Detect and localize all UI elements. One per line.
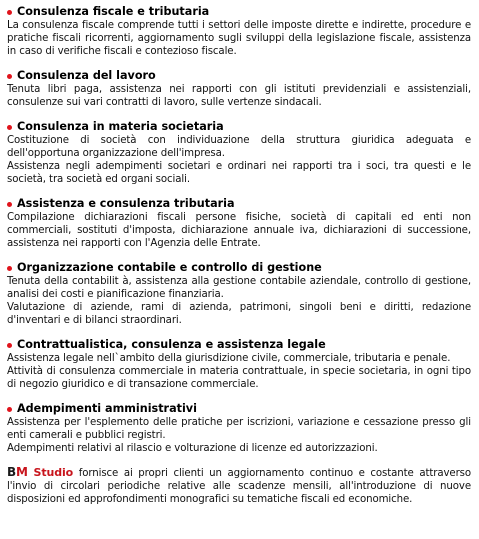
services-document: [7, 5, 471, 506]
brand-studio: Studio: [33, 466, 74, 479]
section-heading: [7, 338, 471, 352]
service-section: [7, 402, 471, 455]
section-title: Adempimenti amministrativi: [17, 402, 197, 415]
section-title: Assistenza e consulenza tributaria: [17, 197, 235, 210]
bullet-icon: [7, 74, 12, 79]
section-paragraph: Tenuta libri paga, assistenza nei rapporti con gli istituti previdenziali e assistenziali, consulenze sui vari contratti di lavoro, sulle vertenze sindacali.: [7, 84, 471, 108]
service-section: [7, 197, 471, 250]
footer-text: fornisce ai propri clienti un aggiornamento continuo e costante attraverso l'invio di circolari periodiche relative alle scadenze mensili, all'introduzione di nuove disposizioni ed approfondimenti monografici su tematiche fiscali ed economiche.: [7, 468, 472, 505]
services-list: [7, 5, 471, 455]
studio-footer: [7, 466, 471, 506]
section-paragraph: Valutazione di aziende, rami di azienda, patrimoni, singoli beni e diritti, redazione d'inventari e di bilanci straordinari.: [7, 302, 471, 326]
section-paragraph: La consulenza fiscale comprende tutti i settori delle imposte dirette e indirette, procedure e pratiche fiscali ricorrenti, aggiornamento sugli sviluppi della legislazione fiscale, assistenza in caso di verifiche fiscali e contezioso fiscale.: [7, 20, 471, 57]
section-title: Consulenza in materia societaria: [17, 120, 224, 133]
service-section: [7, 69, 471, 109]
bullet-icon: [7, 266, 12, 271]
section-paragraph: Adempimenti relativi al rilascio e volturazione di licenze ed autorizzazioni.: [7, 443, 378, 454]
bullet-icon: [7, 10, 12, 15]
bullet-icon: [7, 125, 12, 130]
brand-b: B: [7, 465, 17, 479]
service-section: [7, 261, 471, 327]
section-heading: [7, 197, 471, 211]
section-paragraph: Tenuta della contabilit à, assistenza alla gestione contabile aziendale, controllo di gestione, analisi dei costi e pianificazione finanziaria.: [7, 276, 471, 300]
section-title: Consulenza del lavoro: [17, 69, 156, 82]
service-section: [7, 5, 471, 58]
section-paragraph: Assistenza per l'esplemento delle pratiche per iscrizioni, variazione e cessazione presso gli enti camerali e pubblici registri.: [7, 417, 471, 441]
service-section: [7, 338, 471, 391]
bullet-icon: [7, 407, 12, 412]
section-heading: [7, 402, 471, 416]
section-paragraph: Compilazione dichiarazioni fiscali persone fisiche, società di capitali ed enti non commerciali, sostituti d'imposta, dichiarazione annuale iva, dichiarazioni di successione, assistenza nei rapporti con l'Agenzia delle Entrate.: [7, 212, 471, 249]
service-section: [7, 120, 471, 186]
bullet-icon: [7, 343, 12, 348]
section-paragraph: Assistenza legale nell`ambito della giurisdizione civile, commerciale, tributaria e penale.: [7, 353, 451, 364]
section-heading: [7, 120, 471, 134]
bullet-icon: [7, 202, 12, 207]
section-paragraph: Costituzione di società con individuazione della struttura giuridica adeguata e dell'opportuna organizzazione dell'impresa.: [7, 135, 471, 159]
section-title: Consulenza fiscale e tributaria: [17, 5, 210, 18]
section-paragraph: Attività di consulenza commerciale in materia contrattuale, in specie societaria, in ogni tipo di negozio giuridico e di transazione commerciale.: [7, 366, 471, 390]
section-heading: [7, 69, 471, 83]
section-title: Contrattualistica, consulenza e assistenza legale: [17, 338, 326, 351]
brand-m: M: [16, 465, 28, 479]
section-heading: [7, 5, 471, 19]
section-heading: [7, 261, 471, 275]
section-paragraph: Assistenza negli adempimenti societari e ordinari nei rapporti tra i soci, tra questi e le società, tra società ed organi sociali.: [7, 161, 471, 185]
section-title: Organizzazione contabile e controllo di gestione: [17, 261, 322, 274]
